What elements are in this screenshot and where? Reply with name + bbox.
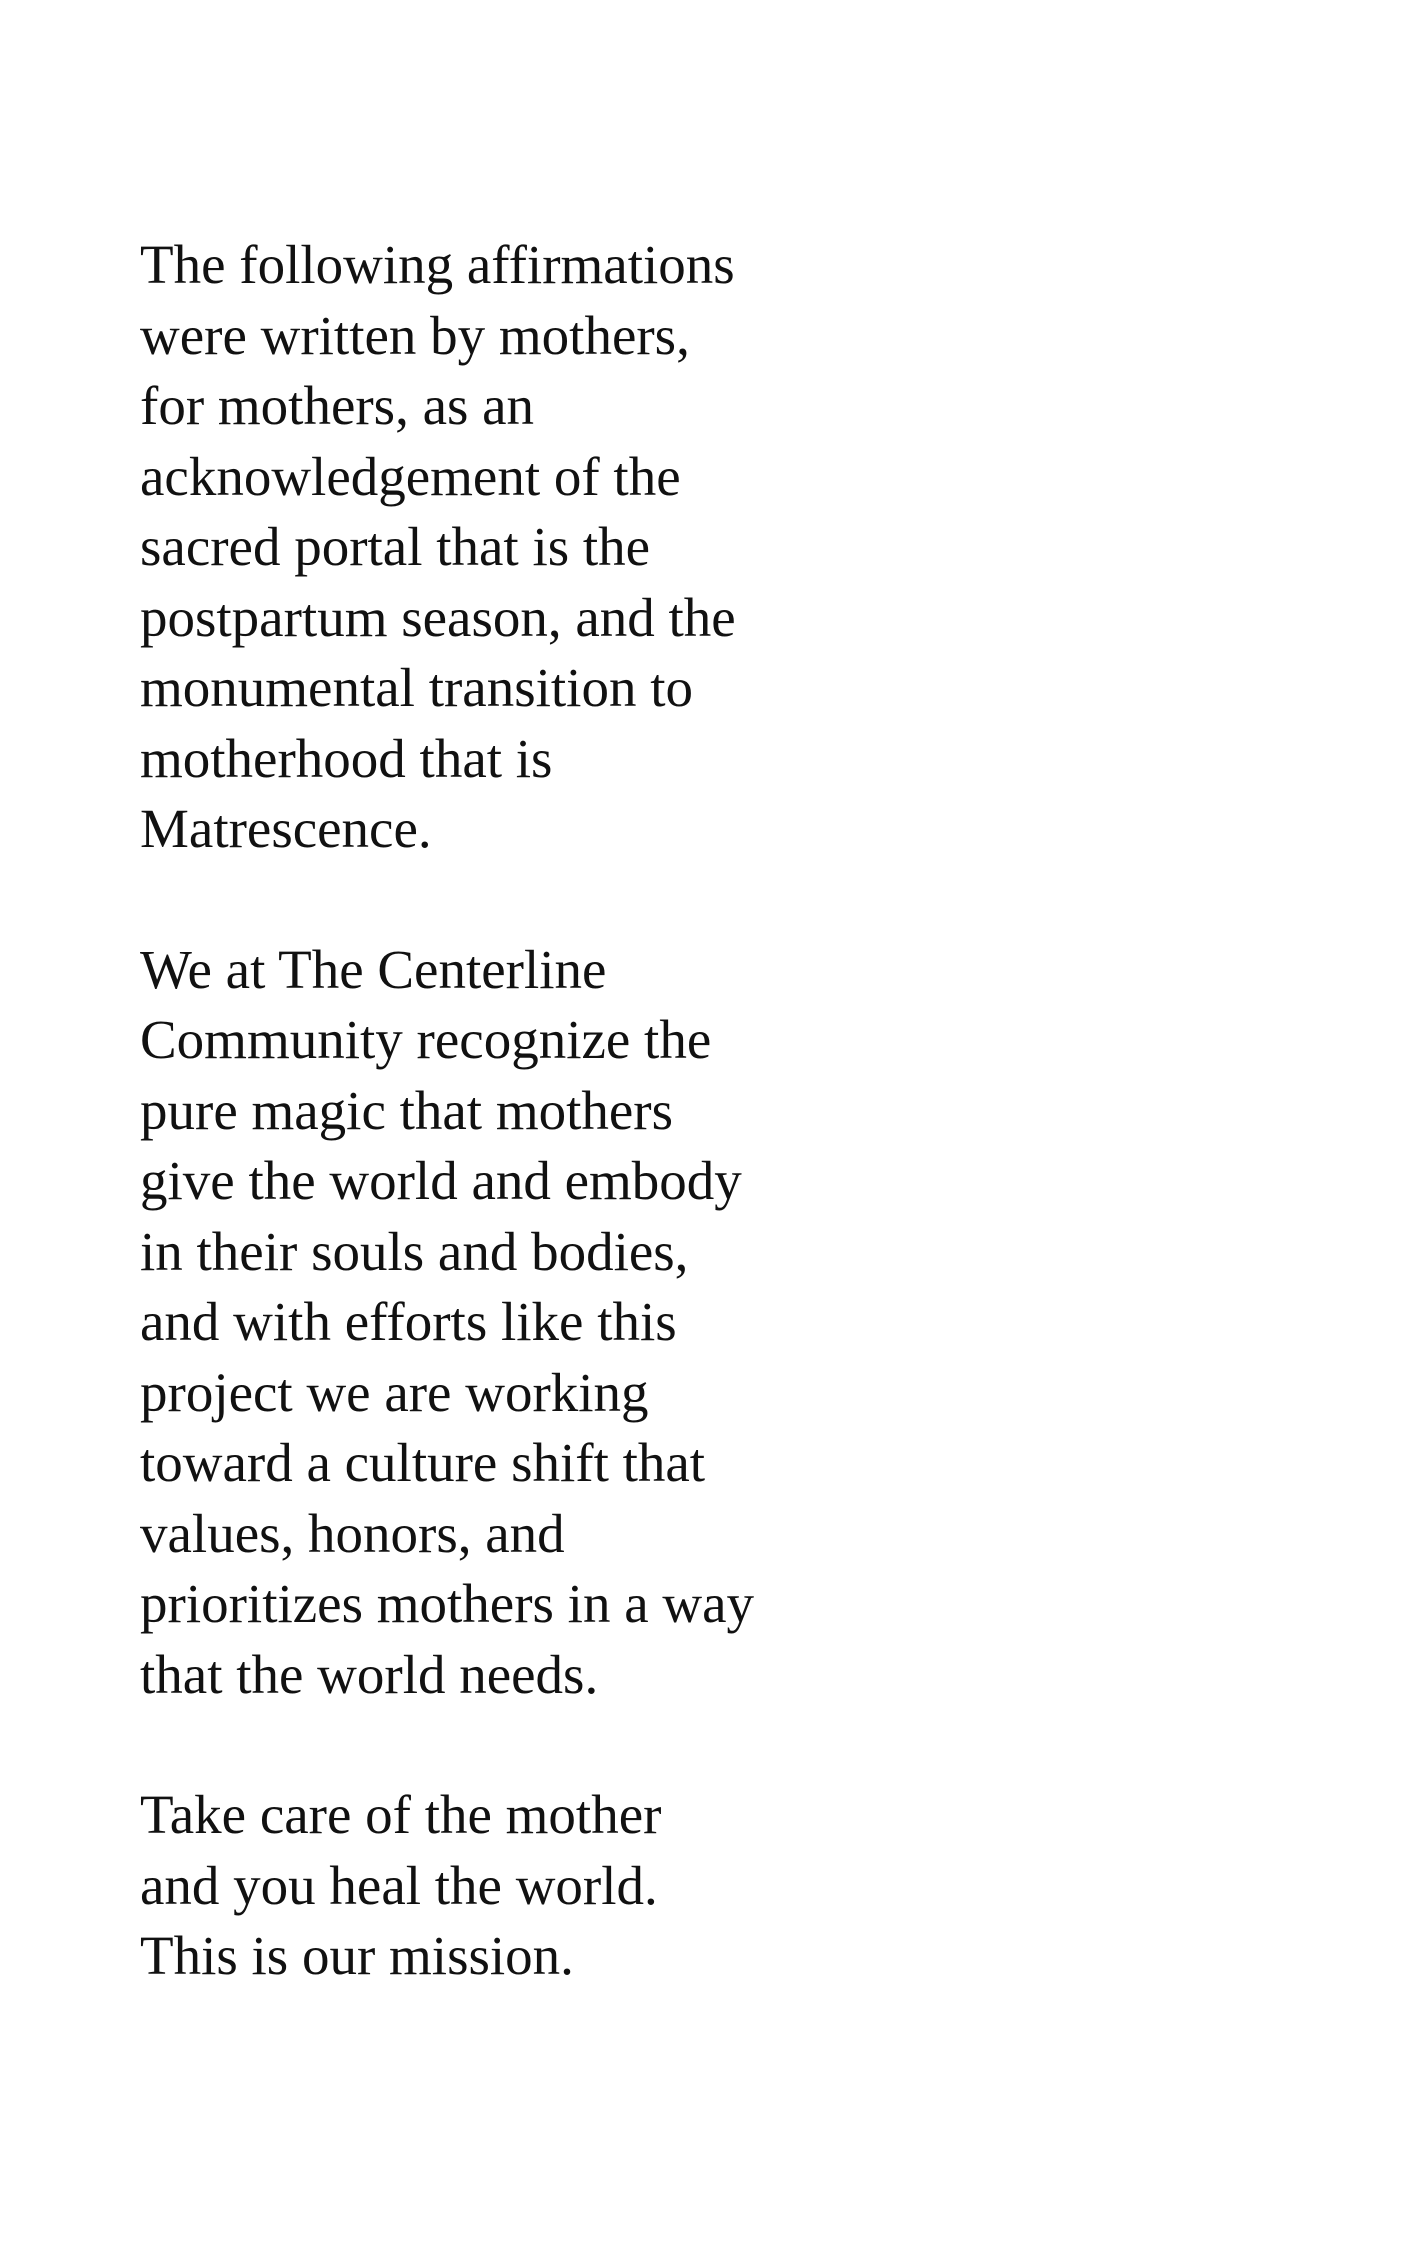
text-line: prioritizes mothers in a way [140,1573,754,1634]
intro-paragraph [140,230,940,865]
text-line: toward a culture shift that [140,1432,706,1493]
text-line: for mothers, as an [140,375,535,436]
mission-paragraph [140,1780,940,1992]
text-line: in their souls and bodies, [140,1220,689,1282]
text-line: sacred portal that is the [140,516,651,577]
text-line: and with efforts like this [140,1291,677,1352]
text-line: Take care of the mother [140,1784,662,1845]
text-line: motherhood that is [140,727,553,789]
text-line: acknowledgement of the [140,445,681,507]
text-line: and you heal the world. [140,1854,658,1916]
text-line: This is our mission. [140,1925,574,1986]
text-line: give the world and embody [140,1150,742,1211]
text-line: that the world needs. [140,1643,599,1705]
text-line: We at The Centerline [140,938,607,1000]
text-line: monumental transition to [140,657,693,718]
community-paragraph [140,935,940,1711]
text-line: pure magic that mothers [140,1079,674,1141]
text-line: were written by mothers, [140,304,690,366]
text-line: postpartum season, and the [140,586,736,648]
text-line: The following affirmations [140,234,735,295]
text-line: values, honors, and [140,1502,565,1564]
text-line: Community recognize the [140,1009,712,1070]
text-line: Matrescence. [140,798,432,859]
text-line: project we are working [140,1361,649,1423]
body-text [140,230,940,2062]
